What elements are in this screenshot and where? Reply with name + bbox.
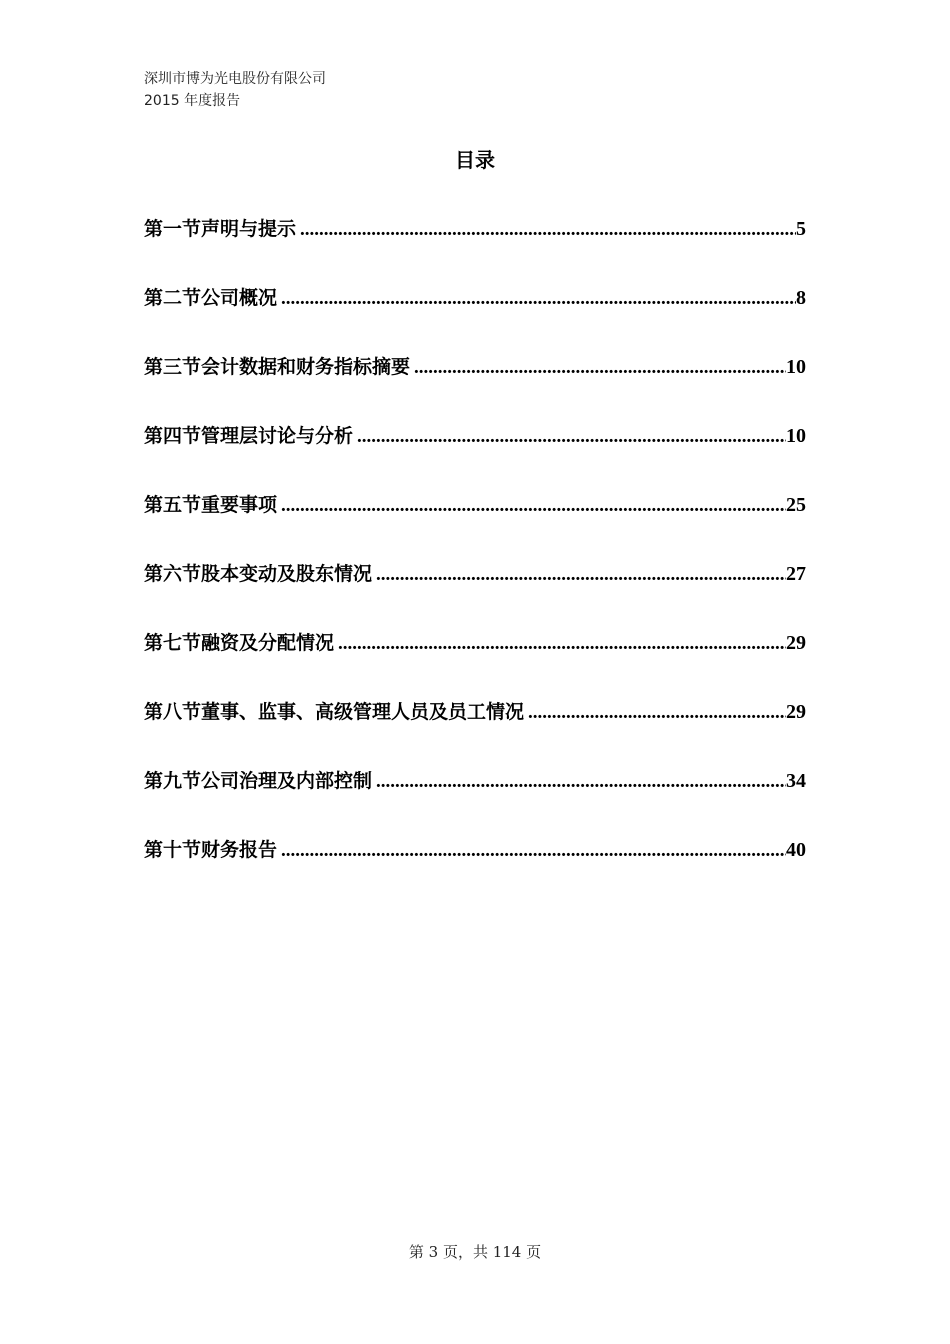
toc-dot-leader [357,426,786,448]
page-header [144,68,326,112]
toc-entry-page: 25 [786,494,806,516]
toc-entry-label: 第四节管理层讨论与分析 [144,425,354,447]
toc-entry-page: 10 [786,425,806,447]
toc-dot-leader [376,564,786,586]
toc-entry-page: 8 [796,287,806,309]
toc-entry[interactable] [144,559,806,628]
toc-entry-label: 第五节重要事项 [144,494,278,516]
page-footer: 第 3 页，共 114 页 [408,1243,542,1261]
toc-entry-label: 第六节股本变动及股东情况 [144,563,373,585]
toc-entry[interactable] [144,835,806,904]
toc-entry-label: 第二节公司概况 [144,287,278,309]
toc-entry[interactable] [144,352,806,421]
toc-dot-leader [338,633,786,655]
company-name: 深圳市博为光电股份有限公司 [144,71,326,87]
toc-dot-leader [376,771,786,793]
toc-entry-label: 第十节财务报告 [144,839,278,861]
toc-entry[interactable] [144,697,806,766]
report-year: 2015 年度报告 [144,93,241,109]
toc-entry[interactable] [144,421,806,490]
toc-entry-page: 34 [786,770,806,792]
toc-dot-leader [414,357,786,379]
toc-dot-leader [281,840,786,862]
toc-entry-page: 10 [786,356,806,378]
toc-dot-leader [300,219,796,241]
toc-entry-label: 第一节声明与提示 [144,218,297,240]
toc-entry-label: 第九节公司治理及内部控制 [144,770,373,792]
toc-entry[interactable] [144,214,806,283]
toc-entry[interactable] [144,628,806,697]
table-of-contents [144,214,806,904]
toc-dot-leader [528,702,786,724]
toc-entry-label: 第八节董事、监事、高级管理人员及员工情况 [144,701,525,723]
toc-entry-label: 第三节会计数据和财务指标摘要 [144,356,411,378]
toc-dot-leader [281,495,786,517]
toc-entry[interactable] [144,283,806,352]
toc-entry-page: 27 [786,563,806,585]
toc-entry-label: 第七节融资及分配情况 [144,632,335,654]
toc-dot-leader [281,288,796,310]
toc-title: 目录 [455,148,495,172]
toc-entry[interactable] [144,766,806,835]
toc-entry-page: 29 [786,701,806,723]
toc-entry-page: 5 [796,218,806,240]
toc-entry-page: 29 [786,632,806,654]
toc-entry[interactable] [144,490,806,559]
toc-entry-page: 40 [786,839,806,861]
